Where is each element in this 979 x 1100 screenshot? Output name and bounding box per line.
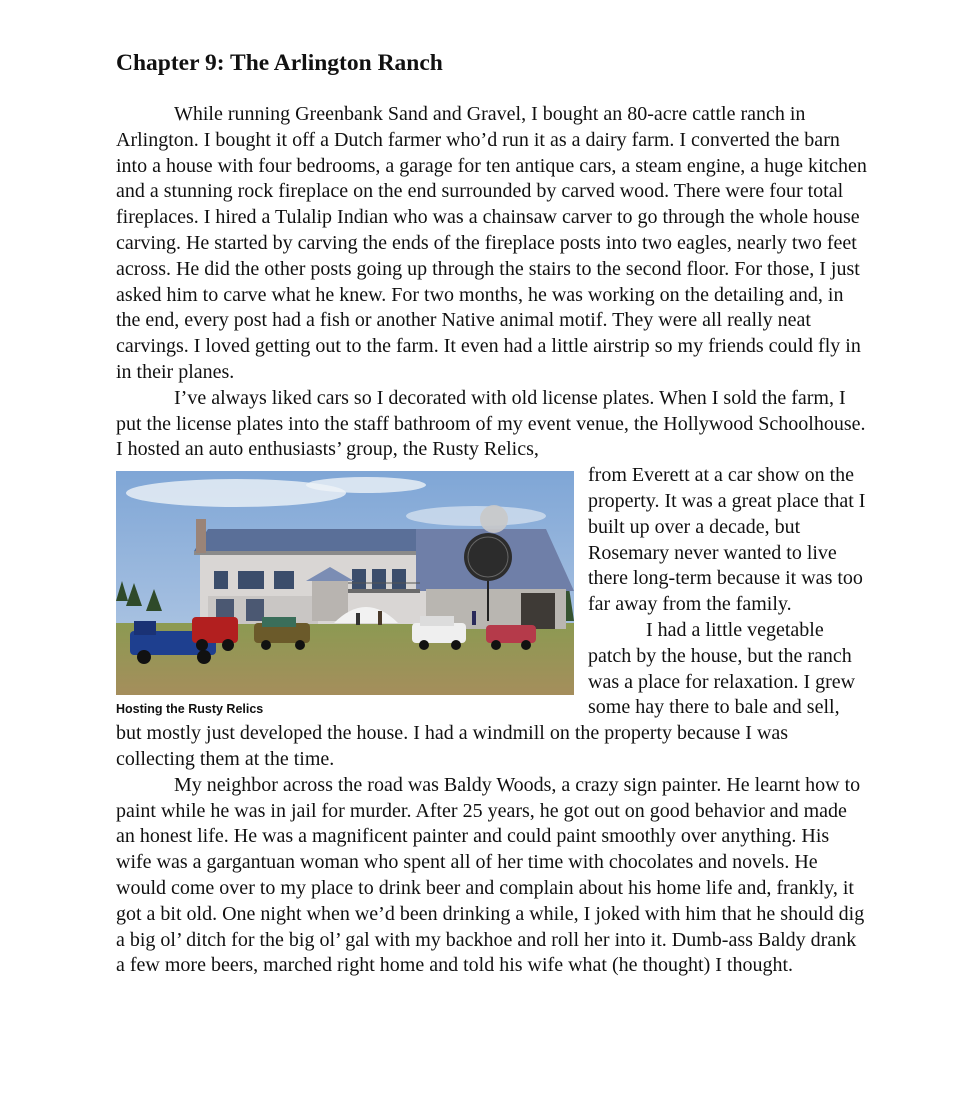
ranch-house-car-show-photo	[116, 471, 574, 695]
photo-figure	[116, 471, 574, 716]
paragraph-1: While running Greenbank Sand and Gravel, I bought an 80-acre cattle ranch in Arlington. I bought it off a Dutch farmer who’d run it as a dairy farm. I converted the barn into a house with four bedrooms, a garage for ten antique cars, a steam engine, a huge kitchen and a stunning rock fireplace on the end surrounded by carved wood. There were four total fireplaces. I hired a Tulalip Indian who was a chainsaw carver to go through the whole house carving. He started by carving the ends of the fireplace posts into two eagles, nearly two feet across. He did the other posts going up through the stairs to the second floor. For those, I just asked him to carve what he knew. For two months, he was working on the detailing and, in the end, every post had a fish or another Native animal motif. They were all really neat carvings. I loved getting out to the farm. It even had a little airstrip so my friends could fly in in their planes.	[116, 103, 867, 383]
photo-caption: Hosting the Rusty Relics	[116, 702, 264, 717]
paragraph-3-wrap-text: I had a little vegetable patch by the house, but the ranch was a place for relaxation.	[588, 618, 852, 693]
paragraph-3-rest-text: I grew some hay there to bale and sell, but mostly just developed the house. I had a windmill on the property because I was collecting them at the time.	[116, 670, 856, 770]
chapter-title: Chapter 9: The Arlington Ranch	[116, 50, 443, 76]
paragraph-2-wrap: from Everett at a car show on the property. It was a great place that I built up over a decade, but Rosemary never wanted to live there long-term because it was too far away from the family.	[588, 464, 866, 616]
paragraph-4: My neighbor across the road was Baldy Woods, a crazy sign painter. He learnt how to paint while he was in jail for murder. After 25 years, he got out on good behavior and made an honest life. He was a magnificent painter and could paint smoothly over anything. His wife was a gargantuan woman who spent all of her time with chocolates and novels. He would come over to my place to drink beer and complain about his home life and, frankly, it got a bit old. One night when we’d been drinking a while, I joked with him that he should dig a big ol’ ditch for the big ol’ gal with my backhoe and roll her into it. Dumb-ass Baldy drank a few more beers, marched right home and told his wife what (he thought) I thought.	[116, 773, 865, 977]
paragraph-2-intro: I’ve always liked cars so I decorated with old license plates. When I sold the farm, I put the license plates into the staff bathroom of my event venue, the Hollywood Schoolhouse. I hosted an auto enthusiasts’ group, the Rusty Relics,	[116, 386, 866, 461]
document-page	[116, 48, 868, 979]
